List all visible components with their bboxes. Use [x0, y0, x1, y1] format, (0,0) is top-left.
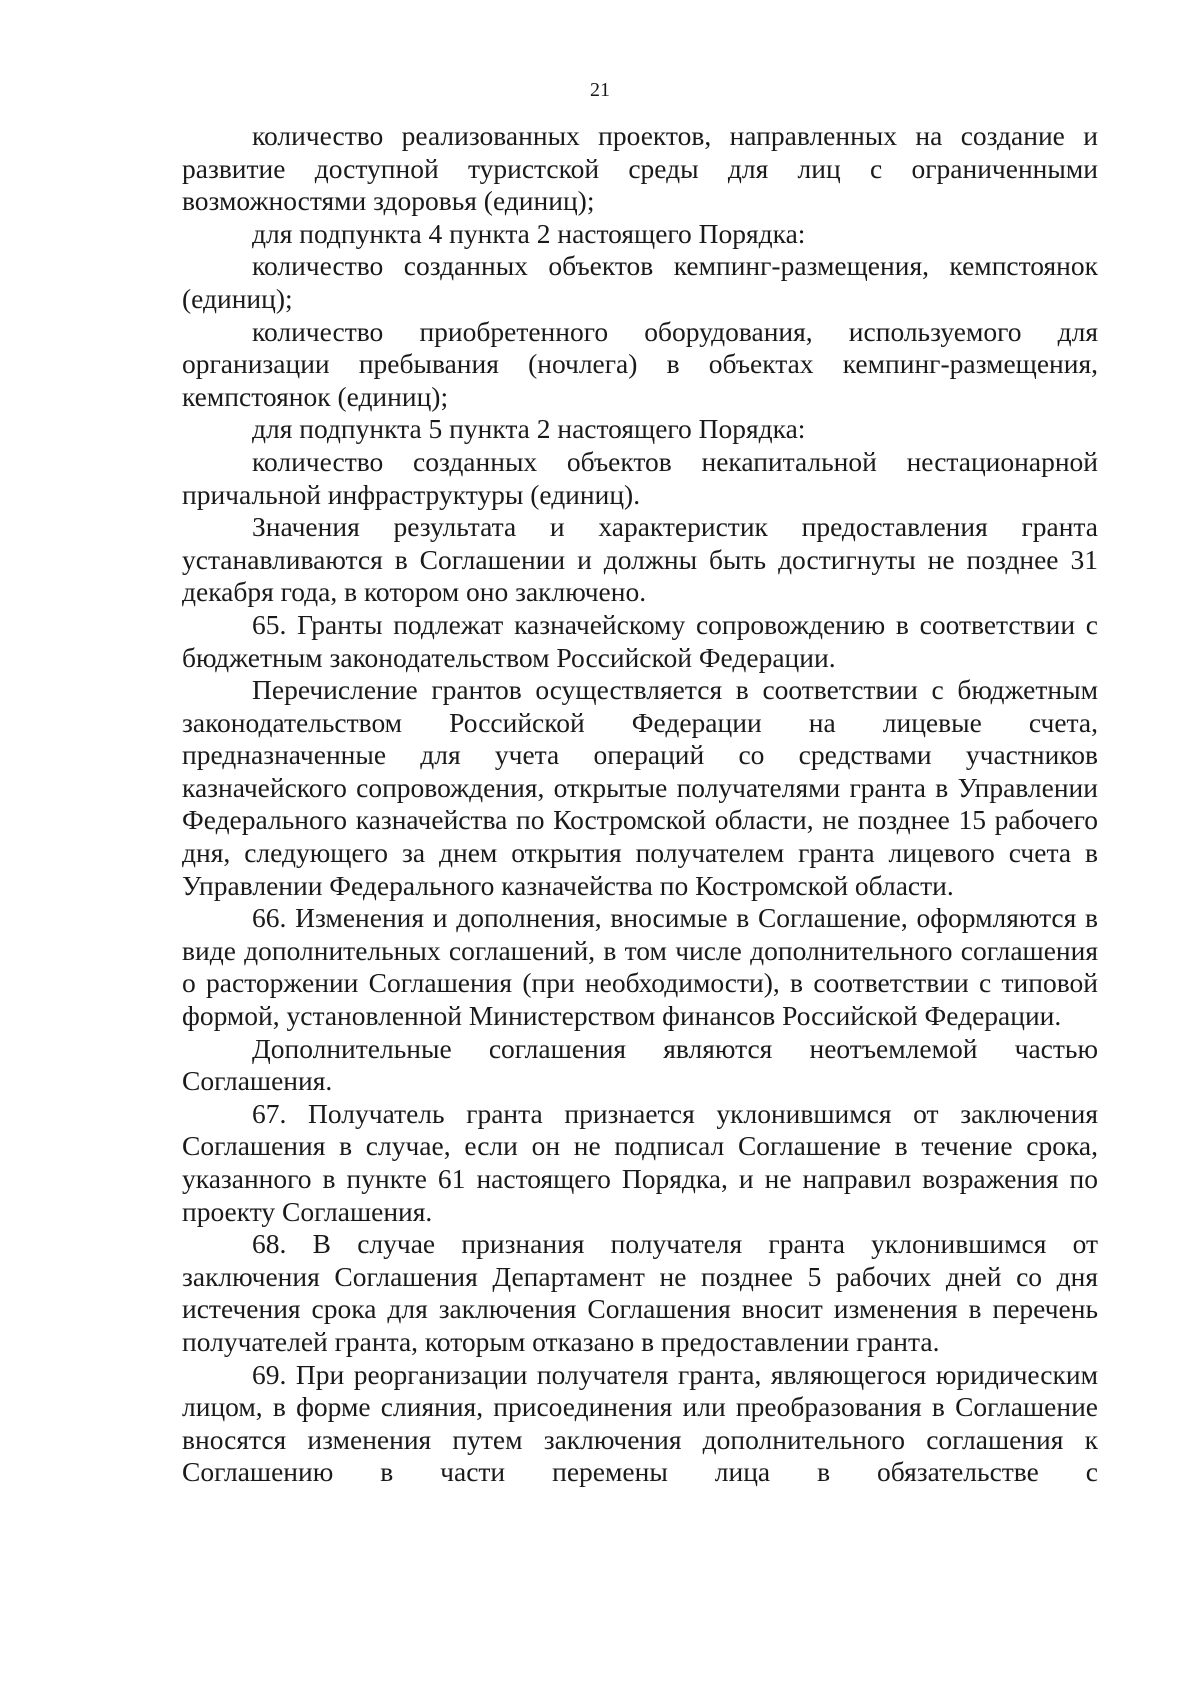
- paragraph: Значения результата и характеристик предоставления гранта устанавливаются в Соглашении и должны быть достигнуты не позднее 31 декабря года, в котором оно заключено.: [182, 511, 1098, 608]
- paragraph: Дополнительные соглашения являются неотъемлемой частью Соглашения.: [182, 1032, 1098, 1097]
- paragraph: количество реализованных проектов, направленных на создание и развитие доступной туристской среды для лиц с ограниченными возможностями здоровья (единиц);: [182, 120, 1098, 217]
- paragraph: 69. При реорганизации получателя гранта, являющегося юридическим лицом, в форме слияния, присоединения или преобразования в Соглашение вносятся изменения путем заключения дополнительного соглашения к Соглашению в части перемены лица в обязательстве с: [182, 1358, 1098, 1488]
- paragraph: количество приобретенного оборудования, используемого для организации пребывания (ночлега) в объектах кемпинг-размещения, кемпстоянок (единиц);: [182, 315, 1098, 412]
- document-body: [182, 120, 1098, 1489]
- paragraph: количество созданных объектов некапитальной нестационарной причальной инфраструктуры (единиц).: [182, 445, 1098, 510]
- paragraph: количество созданных объектов кемпинг-размещения, кемпстоянок (единиц);: [182, 250, 1098, 314]
- page-number: 21: [590, 79, 610, 101]
- paragraph: Перечисление грантов осуществляется в соответствии с бюджетным законодательством Российской Федерации на лицевые счета, предназначенные для учета операций со средствами участников казначейского сопровождения, открытые получателями гранта в Управлении Федерального казначейства по Костромской области, не позднее 15 рабочего дня, следующего за днем открытия получателем гранта лицевого счета в Управлении Федерального казначейства по Костромской области.: [182, 674, 1098, 901]
- paragraph: 65. Гранты подлежат казначейскому сопровождению в соответствии с бюджетным законодательством Российской Федерации.: [182, 608, 1098, 673]
- paragraph: для подпункта 4 пункта 2 настоящего Порядка:: [252, 217, 806, 249]
- paragraph: для подпункта 5 пункта 2 настоящего Порядка:: [252, 413, 806, 445]
- paragraph: 67. Получатель гранта признается уклонившимся от заключения Соглашения в случае, если он не подписал Соглашение в течение срока, указанного в пункте 61 настоящего Порядка, и не направил возражения по проекту Соглашения.: [182, 1097, 1098, 1227]
- paragraph: 68. В случае признания получателя гранта уклонившимся от заключения Соглашения Департамент не позднее 5 рабочих дней со дня истечения срока для заключения Соглашения вносит изменения в перечень получателей гранта, которым отказано в предоставлении гранта.: [182, 1228, 1098, 1357]
- paragraph: 66. Изменения и дополнения, вносимые в Соглашение, оформляются в виде дополнительных соглашений, в том числе дополнительного соглашения о расторжении Соглашения (при необходимости), в соответствии с типовой формой, установленной Министерством финансов Российской Федерации.: [182, 902, 1098, 1032]
